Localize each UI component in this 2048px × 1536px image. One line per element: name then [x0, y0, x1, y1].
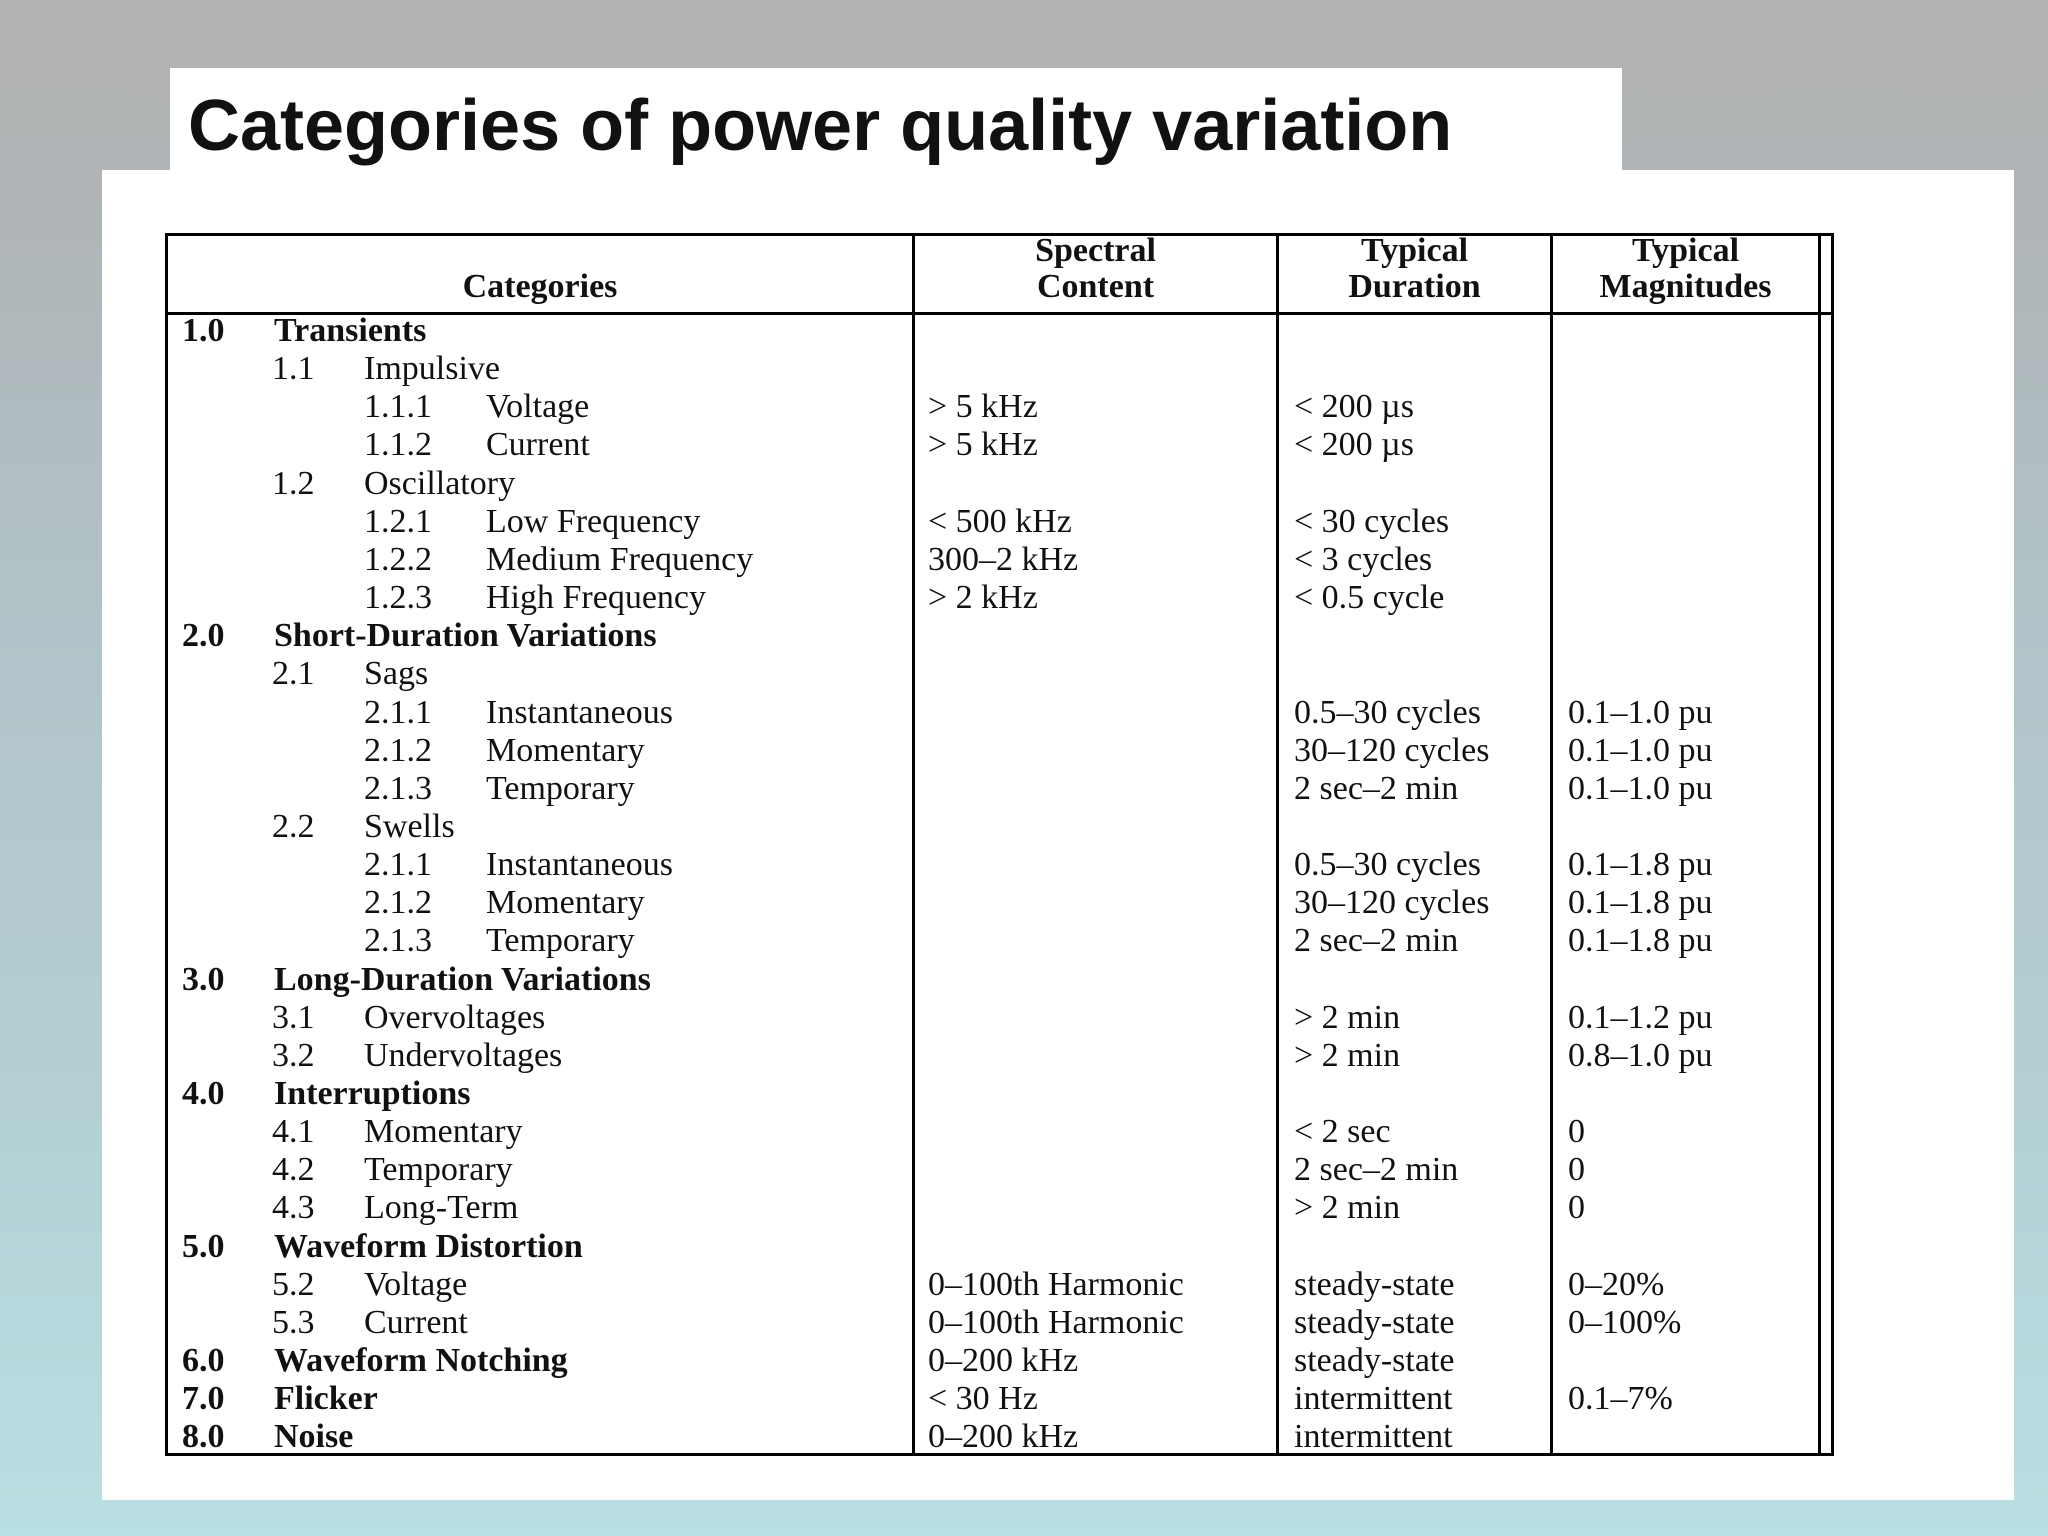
row-spectral-content: > 5 kHz — [928, 426, 1038, 464]
title-box — [170, 68, 1622, 180]
header-magnitude-line1: Typical — [1631, 232, 1740, 269]
row-number: 2.1.3 — [364, 769, 432, 807]
row-typical-duration: < 200 µs — [1294, 426, 1414, 464]
row-typical-magnitude: 0.1–1.8 pu — [1568, 846, 1713, 884]
row-category: Momentary — [486, 884, 645, 922]
row-typical-duration: 30–120 cycles — [1294, 731, 1490, 769]
header-duration-line1: Typical — [1360, 232, 1469, 269]
header-duration-line2: Duration — [1348, 268, 1481, 305]
row-number: 4.0 — [182, 1075, 225, 1112]
row-spectral-content: 0–100th Harmonic — [928, 1265, 1184, 1303]
row-typical-magnitude: 0 — [1568, 1151, 1585, 1189]
row-typical-duration: > 2 min — [1294, 998, 1401, 1036]
row-typical-magnitude: 0 — [1568, 1113, 1585, 1151]
row-typical-magnitude: 0–20% — [1568, 1265, 1665, 1303]
row-category: Voltage — [486, 388, 590, 426]
row-number: 4.2 — [272, 1151, 315, 1189]
row-number: 1.2 — [272, 464, 315, 502]
column-divider — [1550, 236, 1553, 1453]
row-category: Instantaneous — [486, 693, 673, 731]
row-category: Current — [486, 426, 590, 464]
row-typical-duration: < 30 cycles — [1294, 502, 1450, 540]
row-spectral-content: < 500 kHz — [928, 502, 1072, 540]
row-spectral-content: 0–200 kHz — [928, 1418, 1079, 1456]
row-number: 2.1 — [272, 655, 315, 693]
row-number: 5.0 — [182, 1227, 225, 1265]
row-number: 3.1 — [272, 998, 315, 1036]
row-category: Transients — [274, 312, 427, 349]
row-typical-magnitude: 0.1–1.0 pu — [1568, 693, 1713, 731]
row-typical-duration: steady-state — [1294, 1342, 1455, 1380]
row-typical-duration: > 2 min — [1294, 1036, 1401, 1074]
row-number: 2.1.2 — [364, 731, 432, 769]
row-category: Temporary — [486, 922, 635, 960]
row-number: 1.1.2 — [364, 426, 432, 464]
header-spectral-line1: Spectral — [1035, 232, 1156, 269]
row-typical-magnitude: 0–100% — [1568, 1303, 1682, 1341]
row-number: 4.3 — [272, 1189, 315, 1227]
row-number: 2.2 — [272, 807, 315, 845]
row-category: Current — [364, 1303, 468, 1341]
row-typical-duration: < 200 µs — [1294, 388, 1414, 426]
header-categories: Categories — [462, 268, 618, 305]
row-number: 5.2 — [272, 1265, 315, 1303]
row-typical-magnitude: 0.1–1.8 pu — [1568, 884, 1713, 922]
row-number: 4.1 — [272, 1113, 315, 1151]
row-category: Momentary — [486, 731, 645, 769]
row-category: Waveform Notching — [274, 1342, 568, 1380]
row-typical-duration: intermittent — [1294, 1380, 1453, 1418]
row-category: Impulsive — [364, 350, 500, 388]
row-spectral-content: > 5 kHz — [928, 388, 1038, 426]
column-divider — [912, 236, 915, 1453]
row-category: Interruptions — [274, 1075, 471, 1112]
row-spectral-content: 300–2 kHz — [928, 540, 1079, 578]
row-number: 2.1.3 — [364, 922, 432, 960]
row-typical-duration: < 3 cycles — [1294, 540, 1433, 578]
row-number: 3.2 — [272, 1036, 315, 1074]
row-spectral-content: 0–100th Harmonic — [928, 1303, 1184, 1341]
row-typical-duration: 2 sec–2 min — [1294, 922, 1459, 960]
row-number: 1.2.2 — [364, 540, 432, 578]
row-spectral-content: > 2 kHz — [928, 579, 1038, 617]
row-category: Temporary — [486, 769, 635, 807]
row-category: Low Frequency — [486, 502, 701, 540]
row-category: Flicker — [274, 1380, 378, 1418]
row-category: Momentary — [364, 1113, 523, 1151]
row-category: Undervoltages — [364, 1036, 563, 1074]
row-number: 2.0 — [182, 617, 225, 655]
content-panel — [102, 170, 2014, 1500]
row-category: Oscillatory — [364, 464, 516, 502]
row-number: 3.0 — [182, 960, 225, 998]
row-typical-magnitude: 0.1–7% — [1568, 1380, 1673, 1418]
row-number: 8.0 — [182, 1418, 225, 1456]
row-number: 1.1.1 — [364, 388, 432, 426]
row-typical-duration: steady-state — [1294, 1265, 1455, 1303]
row-typical-duration: intermittent — [1294, 1418, 1453, 1456]
row-typical-magnitude: 0.1–1.0 pu — [1568, 731, 1713, 769]
row-number: 7.0 — [182, 1380, 225, 1418]
row-category: Noise — [274, 1418, 354, 1456]
row-number: 2.1.1 — [364, 693, 432, 731]
row-typical-duration: > 2 min — [1294, 1189, 1401, 1227]
row-typical-duration: 2 sec–2 min — [1294, 1151, 1459, 1189]
row-category: Medium Frequency — [486, 540, 754, 578]
row-category: Voltage — [364, 1265, 468, 1303]
row-category: Instantaneous — [486, 846, 673, 884]
row-number: 1.2.1 — [364, 502, 432, 540]
row-typical-magnitude: 0.1–1.2 pu — [1568, 998, 1713, 1036]
row-spectral-content: 0–200 kHz — [928, 1342, 1079, 1380]
power-quality-table — [165, 233, 1834, 1456]
row-category: Swells — [364, 807, 455, 845]
row-typical-magnitude: 0.8–1.0 pu — [1568, 1036, 1713, 1074]
row-number: 1.2.3 — [364, 579, 432, 617]
row-number: 2.1.1 — [364, 846, 432, 884]
row-typical-magnitude: 0.1–1.8 pu — [1568, 922, 1713, 960]
row-number: 1.0 — [182, 312, 225, 349]
column-divider — [1276, 236, 1279, 1453]
header-magnitude-line2: Magnitudes — [1599, 268, 1772, 305]
row-category: Long-Term — [364, 1189, 519, 1227]
row-typical-magnitude: 0 — [1568, 1189, 1585, 1227]
row-category: Sags — [364, 655, 429, 693]
row-category: Temporary — [364, 1151, 513, 1189]
row-number: 6.0 — [182, 1342, 225, 1380]
row-category: High Frequency — [486, 579, 707, 617]
row-typical-duration: 0.5–30 cycles — [1294, 846, 1481, 884]
row-typical-duration: steady-state — [1294, 1303, 1455, 1341]
row-typical-duration: 30–120 cycles — [1294, 884, 1490, 922]
row-typical-duration: 2 sec–2 min — [1294, 769, 1459, 807]
row-number: 1.1 — [272, 350, 315, 388]
row-typical-duration: 0.5–30 cycles — [1294, 693, 1481, 731]
row-spectral-content: < 30 Hz — [928, 1380, 1038, 1418]
row-typical-magnitude: 0.1–1.0 pu — [1568, 769, 1713, 807]
header-spectral-line2: Content — [1036, 268, 1155, 305]
page-title: Categories of power quality variation — [188, 86, 1453, 166]
row-number: 2.1.2 — [364, 884, 432, 922]
row-typical-duration: < 2 sec — [1294, 1113, 1391, 1151]
row-category: Long-Duration Variations — [274, 960, 651, 998]
row-category: Overvoltages — [364, 998, 546, 1036]
row-category: Short-Duration Variations — [274, 617, 657, 655]
row-category: Waveform Distortion — [274, 1227, 583, 1265]
column-divider — [1818, 236, 1821, 1453]
row-number: 5.3 — [272, 1303, 315, 1341]
row-typical-duration: < 0.5 cycle — [1294, 579, 1445, 617]
